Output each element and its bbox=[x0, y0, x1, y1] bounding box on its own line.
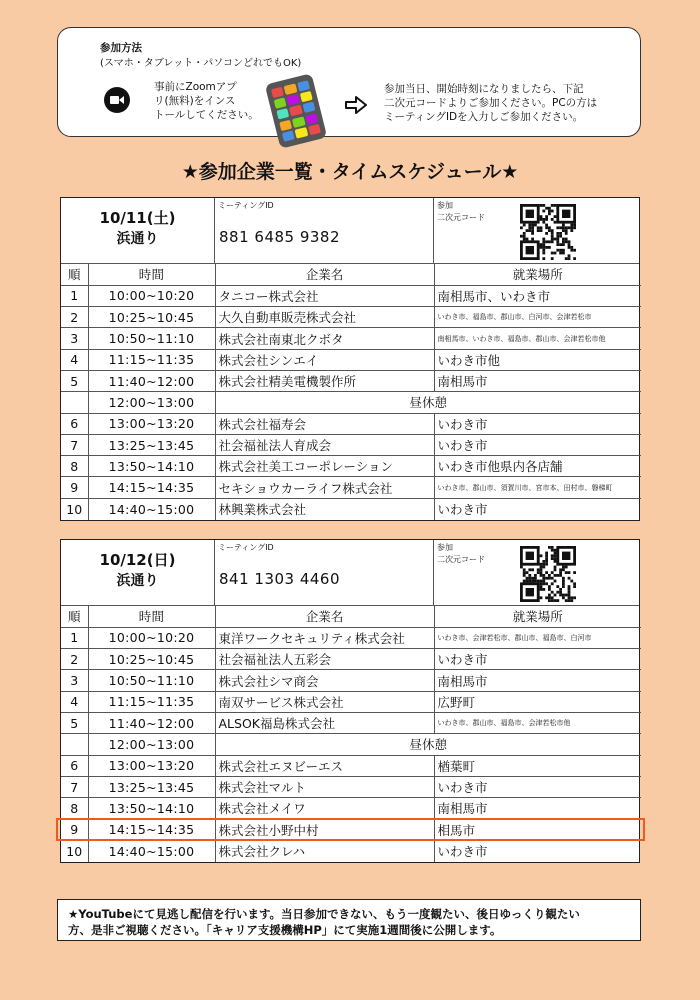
row-location: 南相馬市 bbox=[434, 798, 641, 819]
youtube-note bbox=[57, 899, 641, 941]
row-location: いわき市、福島市、郡山市、白河市、会津若松市 bbox=[434, 307, 641, 328]
row-time: 10:50~11:10 bbox=[88, 670, 215, 691]
row-time: 10:00~10:20 bbox=[88, 627, 215, 648]
install-instructions bbox=[154, 80, 284, 122]
table-row bbox=[61, 370, 641, 391]
meeting-id-cell bbox=[215, 198, 434, 264]
table-row bbox=[61, 434, 641, 455]
install-line: トールしてください。 bbox=[154, 109, 259, 121]
row-location: 広野町 bbox=[434, 691, 641, 712]
row-company: 株式会社南東北クボタ bbox=[215, 328, 434, 349]
row-company: 株式会社メイワ bbox=[215, 798, 434, 819]
row-time: 10:25~10:45 bbox=[88, 649, 215, 670]
table-row bbox=[61, 734, 641, 755]
row-number bbox=[61, 734, 88, 755]
row-time: 12:00~13:00 bbox=[88, 392, 215, 413]
row-time: 13:50~14:10 bbox=[88, 456, 215, 477]
join-instructions bbox=[384, 82, 634, 124]
row-time: 13:00~13:20 bbox=[88, 755, 215, 776]
meeting-id-value: 881 6485 9382 bbox=[219, 228, 341, 246]
row-number: 5 bbox=[61, 712, 88, 733]
table-row bbox=[61, 349, 641, 370]
row-time: 14:40~15:00 bbox=[88, 498, 215, 519]
col-time-header: 時間 bbox=[88, 606, 215, 627]
row-number: 6 bbox=[61, 755, 88, 776]
row-company: 株式会社エヌビーエス bbox=[215, 755, 434, 776]
row-number: 6 bbox=[61, 413, 88, 434]
row-time: 14:15~14:35 bbox=[88, 819, 215, 840]
smartphone-icon bbox=[265, 73, 328, 149]
row-number: 4 bbox=[61, 691, 88, 712]
join-line: ミーティングIDを入力しご参加ください。 bbox=[384, 111, 584, 123]
table-row bbox=[61, 755, 641, 776]
table-row bbox=[61, 691, 641, 712]
participation-info-box bbox=[57, 27, 641, 137]
row-company: 株式会社精美電機製作所 bbox=[215, 370, 434, 391]
row-company: 南双サービス株式会社 bbox=[215, 691, 434, 712]
join-line: 二次元コードよりご参加ください。PCの方は bbox=[384, 97, 598, 109]
row-time: 11:40~12:00 bbox=[88, 370, 215, 391]
row-number: 1 bbox=[61, 627, 88, 648]
table-header-row bbox=[61, 606, 641, 627]
schedule-day1 bbox=[60, 197, 640, 521]
row-time: 13:00~13:20 bbox=[88, 413, 215, 434]
row-location: 南相馬市、いわき市、福島市、郡山市、会津若松市他 bbox=[434, 328, 641, 349]
schedule-day2 bbox=[60, 539, 640, 863]
row-company: 東洋ワークセキュリティ株式会社 bbox=[215, 627, 434, 648]
row-number bbox=[61, 392, 88, 413]
schedule-table bbox=[61, 264, 641, 520]
row-location: 楢葉町 bbox=[434, 755, 641, 776]
row-number: 8 bbox=[61, 456, 88, 477]
date-cell bbox=[61, 540, 215, 606]
row-time: 11:40~12:00 bbox=[88, 712, 215, 733]
qr-code-icon[interactable] bbox=[520, 204, 576, 260]
qr-cell bbox=[434, 540, 641, 606]
table-row bbox=[61, 498, 641, 519]
row-location: いわき市 bbox=[437, 844, 488, 860]
row-company: 社会福祉法人五彩会 bbox=[215, 649, 434, 670]
row-location: いわき市 bbox=[434, 413, 641, 434]
event-date: 10/12(日) bbox=[99, 551, 176, 569]
row-number: 2 bbox=[61, 307, 88, 328]
row-time: 14:40~15:00 bbox=[88, 840, 215, 861]
row-number: 5 bbox=[61, 370, 88, 391]
col-no-header: 順 bbox=[61, 606, 88, 627]
install-line: 事前にZoomアプ bbox=[154, 81, 237, 93]
row-time: 10:00~10:20 bbox=[88, 285, 215, 306]
row-company: セキショウカーライフ株式会社 bbox=[215, 477, 434, 498]
meeting-id-value: 841 1303 4460 bbox=[219, 570, 341, 588]
lunch-break: 昼休憩 bbox=[215, 392, 641, 413]
table-row bbox=[61, 477, 641, 498]
row-location: 南相馬市 bbox=[434, 670, 641, 691]
table-row bbox=[61, 798, 641, 819]
row-number: 1 bbox=[61, 285, 88, 306]
row-company: 株式会社シンエイ bbox=[215, 349, 434, 370]
zoom-icon bbox=[104, 87, 130, 113]
row-number: 8 bbox=[61, 798, 88, 819]
col-no-header: 順 bbox=[61, 264, 88, 285]
row-number: 3 bbox=[61, 670, 88, 691]
row-time: 11:15~11:35 bbox=[88, 691, 215, 712]
install-line: リ(無料)をインス bbox=[154, 95, 236, 107]
row-time: 13:25~13:45 bbox=[88, 434, 215, 455]
row-location: いわき市 bbox=[434, 649, 641, 670]
row-time: 11:15~11:35 bbox=[88, 349, 215, 370]
note-line: ★YouTubeにて見逃し配信を行います。当日参加できない、もう一度観たい、後日ゆっくり観たい bbox=[68, 907, 580, 921]
col-location-header: 就業場所 bbox=[434, 606, 641, 627]
event-area: 浜通り bbox=[116, 231, 159, 247]
row-time: 13:25~13:45 bbox=[88, 776, 215, 797]
lunch-break: 昼休憩 bbox=[215, 734, 641, 755]
join-line: 参加当日、開始時刻になりましたら、下記 bbox=[384, 83, 584, 95]
table-row bbox=[61, 627, 641, 648]
table-row bbox=[61, 712, 641, 733]
table-header-row bbox=[61, 264, 641, 285]
row-company: 株式会社小野中村 bbox=[215, 819, 434, 840]
row-location: いわき市 bbox=[434, 434, 641, 455]
row-number: 10 bbox=[61, 840, 88, 861]
info-subtitle: (スマホ・タブレット・パソコンどれでもOK) bbox=[100, 58, 302, 69]
date-cell bbox=[61, 198, 215, 264]
row-time: 14:15~14:35 bbox=[88, 477, 215, 498]
row-company: ALSOK福島株式会社 bbox=[215, 712, 434, 733]
table-row bbox=[61, 670, 641, 691]
table-row bbox=[61, 776, 641, 797]
row-number: 10 bbox=[61, 498, 88, 519]
qr-code-icon[interactable] bbox=[520, 546, 576, 602]
row-location: 南相馬市、いわき市 bbox=[434, 285, 641, 306]
row-time: 10:50~11:10 bbox=[88, 328, 215, 349]
table-row bbox=[61, 840, 641, 861]
qr-label: 二次元コード bbox=[437, 555, 485, 564]
col-company-header: 企業名 bbox=[215, 606, 434, 627]
row-location: いわき市 bbox=[437, 502, 488, 518]
join-label: 参加 bbox=[437, 201, 453, 210]
row-location: 相馬市 bbox=[434, 819, 641, 840]
note-line: 方、是非ご視聴ください。「キャリア支援機構HP」にて実施1週間後に公開します。 bbox=[68, 923, 502, 937]
table-row bbox=[61, 285, 641, 306]
row-company: 株式会社福寿会 bbox=[215, 413, 434, 434]
table-row bbox=[61, 328, 641, 349]
row-number: 3 bbox=[61, 328, 88, 349]
table-row bbox=[61, 392, 641, 413]
col-location-header: 就業場所 bbox=[434, 264, 641, 285]
highlight-box bbox=[56, 818, 645, 841]
table-row bbox=[61, 413, 641, 434]
meeting-id-cell bbox=[215, 540, 434, 606]
row-company: 株式会社シマ商会 bbox=[215, 670, 434, 691]
row-number: 2 bbox=[61, 649, 88, 670]
row-company: タニコー株式会社 bbox=[215, 285, 434, 306]
table-row bbox=[61, 456, 641, 477]
row-company: 株式会社美工コーポレーション bbox=[215, 456, 434, 477]
event-date: 10/11(土) bbox=[99, 209, 176, 227]
row-location: いわき市、郡山市、須賀川市、宮市本、田村市、磐梯町 bbox=[434, 477, 641, 498]
schedule-header bbox=[61, 540, 639, 606]
row-time: 13:50~14:10 bbox=[88, 798, 215, 819]
row-time: 10:25~10:45 bbox=[88, 307, 215, 328]
schedule-header bbox=[61, 198, 639, 264]
schedule-body bbox=[61, 285, 641, 519]
qr-label: 二次元コード bbox=[437, 213, 485, 222]
qr-cell bbox=[434, 198, 641, 264]
info-title: 参加方法 bbox=[100, 42, 142, 54]
join-label: 参加 bbox=[437, 543, 453, 552]
section-title: ★参加企業一覧・タイムスケジュール★ bbox=[181, 161, 519, 183]
row-number: 4 bbox=[61, 349, 88, 370]
meeting-id-label: ミーティングID bbox=[218, 201, 274, 210]
row-number: 9 bbox=[61, 819, 88, 840]
table-row bbox=[61, 307, 641, 328]
table-row bbox=[61, 649, 641, 670]
row-location: いわき市、郡山市、福島市、会津若松市他 bbox=[434, 712, 641, 733]
arrow-right-icon bbox=[345, 96, 367, 114]
row-location: いわき市他 bbox=[434, 349, 641, 370]
row-number: 7 bbox=[61, 434, 88, 455]
row-location: いわき市、会津若松市、郡山市、福島市、白河市 bbox=[434, 627, 641, 648]
row-company: 株式会社マルト bbox=[215, 776, 434, 797]
row-company: 株式会社クレハ bbox=[215, 840, 434, 861]
col-time-header: 時間 bbox=[88, 264, 215, 285]
row-location: いわき市他県内各店舗 bbox=[434, 456, 641, 477]
row-time: 12:00~13:00 bbox=[88, 734, 215, 755]
row-location: いわき市 bbox=[434, 776, 641, 797]
event-area: 浜通り bbox=[116, 573, 159, 589]
col-company-header: 企業名 bbox=[215, 264, 434, 285]
row-company: 大久自動車販売株式会社 bbox=[215, 307, 434, 328]
row-location: 南相馬市 bbox=[434, 370, 641, 391]
row-company: 社会福祉法人育成会 bbox=[215, 434, 434, 455]
row-number: 7 bbox=[61, 776, 88, 797]
row-company: 林興業株式会社 bbox=[215, 498, 434, 519]
row-number: 9 bbox=[61, 477, 88, 498]
meeting-id-label: ミーティングID bbox=[218, 543, 274, 552]
